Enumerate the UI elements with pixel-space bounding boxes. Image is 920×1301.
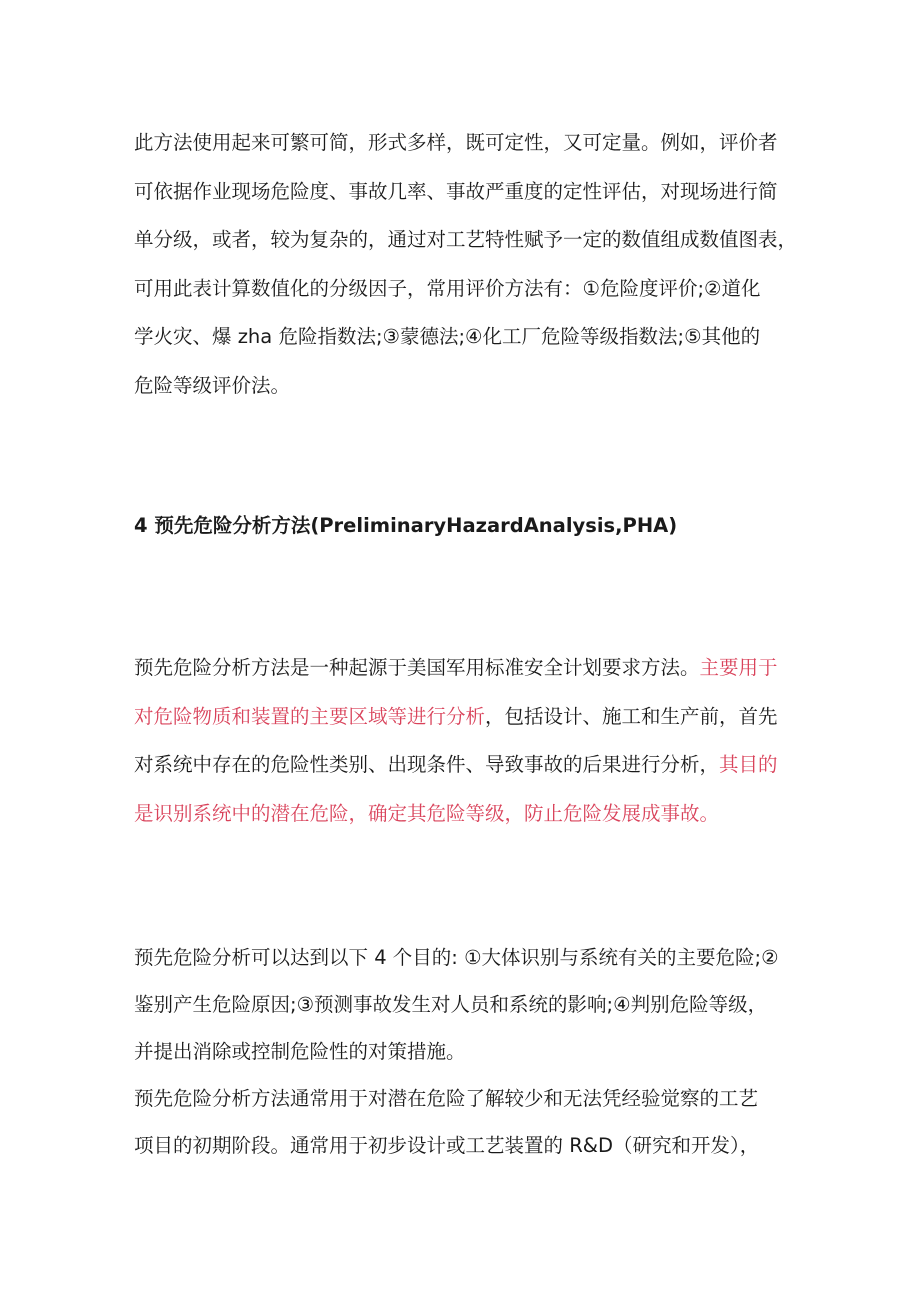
text-normal: ，包括设计、施工和生产前，首先	[485, 704, 778, 728]
text-line	[134, 741, 814, 790]
text-line	[134, 644, 814, 693]
text-normal: 预先危险分析方法是一种起源于美国军用标准安全计划要求方法。	[134, 656, 700, 679]
text-highlight: 是识别系统中的潜在危险，确定其危险等级，防止危险发展成事故。	[134, 801, 720, 825]
paragraph-evaluation-methods	[134, 119, 814, 410]
text-line: 鉴别产生危险原因;③预测事故发生对人员和系统的影响;④判别危险等级，	[134, 993, 768, 1016]
text-line	[134, 790, 814, 839]
paragraph-pha-definition	[134, 644, 814, 838]
text-line: 项目的初期阶段。通常用于初步设计或工艺装置的 R&D（研究和开发），	[134, 1134, 760, 1157]
text-line: 可用此表计算数值化的分级因子，常用评价方法有：①危险度评价;②道化	[134, 276, 761, 300]
text-line: 可依据作业现场危险度、事故几率、事故严重度的定性评估，对现场进行简	[134, 179, 778, 203]
paragraph-pha-goals	[134, 934, 814, 1169]
text-line: 此方法使用起来可繁可简，形式多样，既可定性，又可定量。例如，评价者	[134, 131, 778, 154]
text-line: 预先危险分析方法通常用于对潜在危险了解较少和无法凭经验觉察的工艺	[134, 1087, 759, 1110]
text-highlight: 其目的	[719, 753, 778, 776]
text-line: 危险等级评价法。	[134, 373, 291, 397]
text-line: 学火灾、爆 zha 危险指数法;③蒙德法;④化工厂危险等级指数法;⑤其他的	[134, 325, 761, 348]
text-line: 并提出消除或控制危险性的对策措施。	[134, 1040, 466, 1063]
text-line: 单分级，或者，较为复杂的，通过对工艺特性赋予一定的数值组成数值图表，	[134, 228, 798, 251]
text-highlight: 对危险物质和装置的主要区域等进行分析	[134, 704, 486, 728]
text-highlight: 主要用于	[699, 656, 778, 679]
text-line	[134, 693, 814, 742]
text-normal: 对系统中存在的危险性类别、出现条件、导致事故的后果进行分析，	[134, 753, 720, 776]
section-heading-pha: 4 预先危险分析方法(PreliminaryHazardAnalysis,PHA)	[134, 514, 678, 537]
text-line: 预先危险分析可以达到以下 4 个目的: ①大体识别与系统有关的主要危险;②	[134, 946, 779, 969]
